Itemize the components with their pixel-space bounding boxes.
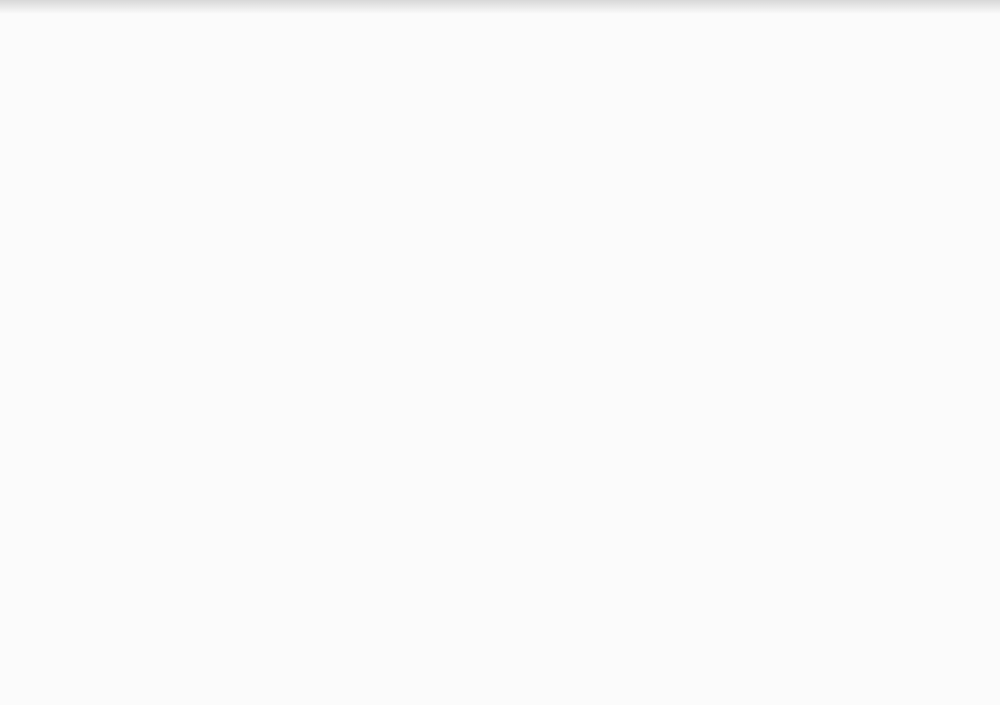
paper-edge <box>0 0 1000 14</box>
